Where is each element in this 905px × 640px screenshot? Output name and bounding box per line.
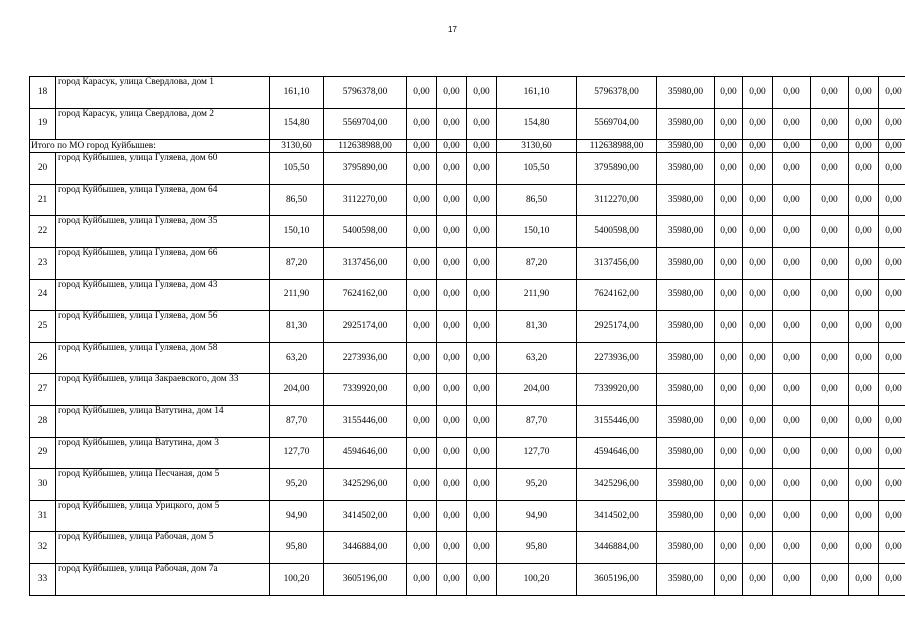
value-cell: 5796378,00	[577, 77, 657, 109]
value-cell: 0,00	[407, 140, 437, 153]
value-cell: 0,00	[437, 500, 467, 532]
value-cell: 204,00	[270, 374, 324, 406]
value-cell: 0,00	[879, 532, 905, 564]
value-cell: 0,00	[879, 279, 905, 311]
value-cell: 3414502,00	[324, 500, 407, 532]
value-cell: 95,20	[270, 469, 324, 501]
value-cell: 94,90	[270, 500, 324, 532]
value-cell: 211,90	[497, 279, 577, 311]
value-cell: 0,00	[879, 374, 905, 406]
value-cell: 0,00	[879, 469, 905, 501]
value-cell: 0,00	[743, 532, 773, 564]
value-cell: 0,00	[773, 500, 811, 532]
value-cell: 0,00	[811, 374, 849, 406]
value-cell: 95,80	[497, 532, 577, 564]
value-cell: 0,00	[715, 108, 743, 140]
value-cell: 0,00	[437, 216, 467, 248]
value-cell: 0,00	[849, 279, 879, 311]
value-cell: 0,00	[407, 247, 437, 279]
address-cell: город Куйбышев, улица Гуляева, дом 66	[56, 247, 270, 279]
value-cell: 4594646,00	[324, 437, 407, 469]
value-cell: 3425296,00	[577, 469, 657, 501]
table-row	[30, 469, 905, 501]
value-cell: 0,00	[879, 153, 905, 185]
value-cell: 0,00	[467, 405, 497, 437]
value-cell: 127,70	[497, 437, 577, 469]
value-cell: 35980,00	[657, 279, 715, 311]
value-cell: 0,00	[879, 216, 905, 248]
value-cell: 0,00	[849, 247, 879, 279]
value-cell: 0,00	[715, 247, 743, 279]
value-cell: 0,00	[879, 140, 905, 153]
row-number: 27	[30, 374, 56, 406]
value-cell: 112638988,00	[577, 140, 657, 153]
row-number: 24	[30, 279, 56, 311]
value-cell: 0,00	[467, 374, 497, 406]
page-number: 17	[448, 25, 457, 34]
value-cell: 105,50	[497, 153, 577, 185]
value-cell: 35980,00	[657, 532, 715, 564]
value-cell: 63,20	[497, 342, 577, 374]
address-cell: город Куйбышев, улица Рабочая, дом 7а	[56, 563, 270, 595]
value-cell: 35980,00	[657, 374, 715, 406]
value-cell: 3137456,00	[324, 247, 407, 279]
value-cell: 2925174,00	[324, 311, 407, 343]
value-cell: 0,00	[811, 469, 849, 501]
value-cell: 94,90	[497, 500, 577, 532]
table-row	[30, 153, 905, 185]
value-cell: 0,00	[407, 500, 437, 532]
value-cell: 0,00	[437, 247, 467, 279]
value-cell: 2925174,00	[577, 311, 657, 343]
value-cell: 0,00	[467, 108, 497, 140]
value-cell: 0,00	[437, 374, 467, 406]
address-cell: город Куйбышев, улица Гуляева, дом 64	[56, 184, 270, 216]
value-cell: 0,00	[879, 563, 905, 595]
value-cell: 35980,00	[657, 342, 715, 374]
value-cell: 0,00	[849, 184, 879, 216]
value-cell: 0,00	[879, 311, 905, 343]
value-cell: 0,00	[467, 279, 497, 311]
value-cell: 150,10	[270, 216, 324, 248]
value-cell: 0,00	[407, 77, 437, 109]
value-cell: 2273936,00	[324, 342, 407, 374]
value-cell: 100,20	[270, 563, 324, 595]
value-cell: 0,00	[849, 374, 879, 406]
value-cell: 0,00	[743, 437, 773, 469]
value-cell: 7339920,00	[577, 374, 657, 406]
table-row	[30, 405, 905, 437]
value-cell: 0,00	[467, 500, 497, 532]
value-cell: 0,00	[715, 563, 743, 595]
value-cell: 0,00	[743, 216, 773, 248]
value-cell: 0,00	[811, 437, 849, 469]
value-cell: 3155446,00	[577, 405, 657, 437]
value-cell: 0,00	[773, 405, 811, 437]
value-cell: 35980,00	[657, 405, 715, 437]
value-cell: 0,00	[407, 563, 437, 595]
value-cell: 204,00	[497, 374, 577, 406]
address-cell: город Куйбышев, улица Гуляева, дом 43	[56, 279, 270, 311]
value-cell: 0,00	[743, 563, 773, 595]
value-cell: 0,00	[849, 342, 879, 374]
value-cell: 63,20	[270, 342, 324, 374]
value-cell: 0,00	[437, 108, 467, 140]
address-cell: город Куйбышев, улица Гуляева, дом 56	[56, 311, 270, 343]
value-cell: 127,70	[270, 437, 324, 469]
value-cell: 0,00	[879, 437, 905, 469]
value-cell: 35980,00	[657, 500, 715, 532]
value-cell: 0,00	[849, 405, 879, 437]
value-cell: 0,00	[437, 184, 467, 216]
row-number: 19	[30, 108, 56, 140]
address-cell: город Карасук, улица Свердлова, дом 2	[56, 108, 270, 140]
value-cell: 0,00	[849, 216, 879, 248]
value-cell: 0,00	[811, 108, 849, 140]
row-number: 28	[30, 405, 56, 437]
value-cell: 0,00	[743, 184, 773, 216]
address-cell: город Куйбышев, улица Песчаная, дом 5	[56, 469, 270, 501]
value-cell: 3130,60	[497, 140, 577, 153]
row-number: 31	[30, 500, 56, 532]
value-cell: 5796378,00	[324, 77, 407, 109]
value-cell: 112638988,00	[324, 140, 407, 153]
value-cell: 81,30	[270, 311, 324, 343]
value-cell: 105,50	[270, 153, 324, 185]
value-cell: 0,00	[773, 279, 811, 311]
value-cell: 0,00	[849, 500, 879, 532]
table-row	[30, 279, 905, 311]
value-cell: 0,00	[437, 437, 467, 469]
value-cell: 0,00	[743, 247, 773, 279]
value-cell: 81,30	[497, 311, 577, 343]
value-cell: 0,00	[811, 77, 849, 109]
value-cell: 0,00	[467, 247, 497, 279]
row-number: 23	[30, 247, 56, 279]
value-cell: 0,00	[715, 532, 743, 564]
value-cell: 3425296,00	[324, 469, 407, 501]
address-cell: город Куйбышев, улица Гуляева, дом 35	[56, 216, 270, 248]
table-row	[30, 563, 905, 595]
value-cell: 0,00	[407, 342, 437, 374]
value-cell: 0,00	[879, 108, 905, 140]
table-row	[30, 342, 905, 374]
value-cell: 0,00	[467, 469, 497, 501]
value-cell: 0,00	[743, 77, 773, 109]
value-cell: 0,00	[437, 563, 467, 595]
value-cell: 0,00	[407, 437, 437, 469]
value-cell: 35980,00	[657, 563, 715, 595]
value-cell: 3130,60	[270, 140, 324, 153]
value-cell: 0,00	[773, 108, 811, 140]
value-cell: 0,00	[849, 108, 879, 140]
value-cell: 3446884,00	[324, 532, 407, 564]
value-cell: 0,00	[849, 77, 879, 109]
value-cell: 0,00	[849, 153, 879, 185]
row-number: 21	[30, 184, 56, 216]
value-cell: 3795890,00	[577, 153, 657, 185]
value-cell: 0,00	[773, 469, 811, 501]
address-cell: город Куйбышев, улица Гуляева, дом 60	[56, 153, 270, 185]
row-number: 33	[30, 563, 56, 595]
value-cell: 0,00	[849, 437, 879, 469]
value-cell: 0,00	[715, 184, 743, 216]
value-cell: 0,00	[743, 405, 773, 437]
table-row	[30, 311, 905, 343]
value-cell: 0,00	[467, 140, 497, 153]
row-number: 20	[30, 153, 56, 185]
value-cell: 161,10	[270, 77, 324, 109]
value-cell: 0,00	[811, 153, 849, 185]
value-cell: 5400598,00	[324, 216, 407, 248]
value-cell: 3605196,00	[577, 563, 657, 595]
value-cell: 3605196,00	[324, 563, 407, 595]
address-cell: город Куйбышев, улица Гуляева, дом 58	[56, 342, 270, 374]
value-cell: 0,00	[437, 405, 467, 437]
housing-data-table	[29, 76, 905, 596]
value-cell: 0,00	[743, 153, 773, 185]
table-row	[30, 437, 905, 469]
value-cell: 0,00	[811, 184, 849, 216]
address-cell: город Куйбышев, улица Ватутина, дом 3	[56, 437, 270, 469]
value-cell: 0,00	[437, 279, 467, 311]
table-row	[30, 77, 905, 109]
value-cell: 0,00	[773, 216, 811, 248]
value-cell: 0,00	[715, 153, 743, 185]
table-row	[30, 216, 905, 248]
value-cell: 0,00	[849, 532, 879, 564]
table-row	[30, 374, 905, 406]
table-row	[30, 247, 905, 279]
value-cell: 0,00	[773, 342, 811, 374]
value-cell: 0,00	[437, 77, 467, 109]
value-cell: 0,00	[743, 469, 773, 501]
value-cell: 3112270,00	[324, 184, 407, 216]
address-cell: город Куйбышев, улица Ватутина, дом 14	[56, 405, 270, 437]
value-cell: 0,00	[773, 247, 811, 279]
value-cell: 0,00	[715, 374, 743, 406]
row-number: 30	[30, 469, 56, 501]
address-cell: город Карасук, улица Свердлова, дом 1	[56, 77, 270, 109]
table-total-row	[30, 140, 905, 153]
value-cell: 154,80	[270, 108, 324, 140]
value-cell: 0,00	[743, 279, 773, 311]
value-cell: 3137456,00	[577, 247, 657, 279]
value-cell: 0,00	[715, 469, 743, 501]
value-cell: 87,70	[270, 405, 324, 437]
value-cell: 0,00	[467, 532, 497, 564]
value-cell: 0,00	[407, 108, 437, 140]
value-cell: 87,20	[497, 247, 577, 279]
value-cell: 7624162,00	[324, 279, 407, 311]
value-cell: 5569704,00	[324, 108, 407, 140]
row-number: 26	[30, 342, 56, 374]
value-cell: 0,00	[437, 532, 467, 564]
value-cell: 0,00	[849, 140, 879, 153]
row-number: 32	[30, 532, 56, 564]
value-cell: 0,00	[467, 437, 497, 469]
value-cell: 0,00	[879, 184, 905, 216]
value-cell: 0,00	[811, 342, 849, 374]
value-cell: 5569704,00	[577, 108, 657, 140]
row-number: 25	[30, 311, 56, 343]
value-cell: 0,00	[467, 563, 497, 595]
value-cell: 0,00	[879, 342, 905, 374]
value-cell: 0,00	[437, 311, 467, 343]
value-cell: 0,00	[437, 342, 467, 374]
value-cell: 0,00	[743, 500, 773, 532]
value-cell: 0,00	[715, 342, 743, 374]
value-cell: 0,00	[773, 532, 811, 564]
value-cell: 0,00	[879, 77, 905, 109]
address-cell: город Куйбышев, улица Закраевского, дом 33	[56, 374, 270, 406]
value-cell: 0,00	[811, 247, 849, 279]
value-cell: 0,00	[715, 216, 743, 248]
value-cell: 0,00	[407, 469, 437, 501]
value-cell: 0,00	[407, 311, 437, 343]
value-cell: 0,00	[437, 140, 467, 153]
value-cell: 0,00	[407, 532, 437, 564]
value-cell: 0,00	[715, 405, 743, 437]
value-cell: 0,00	[849, 311, 879, 343]
value-cell: 0,00	[437, 469, 467, 501]
value-cell: 35980,00	[657, 469, 715, 501]
value-cell: 0,00	[811, 311, 849, 343]
value-cell: 0,00	[407, 184, 437, 216]
value-cell: 0,00	[879, 247, 905, 279]
value-cell: 86,50	[497, 184, 577, 216]
value-cell: 0,00	[773, 140, 811, 153]
value-cell: 95,80	[270, 532, 324, 564]
value-cell: 3112270,00	[577, 184, 657, 216]
value-cell: 0,00	[743, 311, 773, 343]
value-cell: 3155446,00	[324, 405, 407, 437]
address-cell: город Куйбышев, улица Рабочая, дом 5	[56, 532, 270, 564]
value-cell: 35980,00	[657, 311, 715, 343]
value-cell: 0,00	[773, 374, 811, 406]
value-cell: 5400598,00	[577, 216, 657, 248]
value-cell: 161,10	[497, 77, 577, 109]
value-cell: 35980,00	[657, 184, 715, 216]
value-cell: 0,00	[407, 216, 437, 248]
value-cell: 0,00	[773, 184, 811, 216]
row-number: 18	[30, 77, 56, 109]
value-cell: 0,00	[879, 405, 905, 437]
value-cell: 95,20	[497, 469, 577, 501]
total-label: Итого по МО город Куйбышев:	[30, 140, 270, 153]
value-cell: 0,00	[467, 77, 497, 109]
value-cell: 0,00	[811, 405, 849, 437]
value-cell: 0,00	[811, 279, 849, 311]
value-cell: 0,00	[811, 140, 849, 153]
value-cell: 0,00	[407, 153, 437, 185]
value-cell: 0,00	[811, 500, 849, 532]
value-cell: 0,00	[773, 563, 811, 595]
table-row	[30, 532, 905, 564]
value-cell: 35980,00	[657, 108, 715, 140]
value-cell: 0,00	[879, 500, 905, 532]
value-cell: 150,10	[497, 216, 577, 248]
value-cell: 0,00	[715, 140, 743, 153]
value-cell: 0,00	[715, 500, 743, 532]
value-cell: 2273936,00	[577, 342, 657, 374]
value-cell: 7339920,00	[324, 374, 407, 406]
value-cell: 0,00	[437, 153, 467, 185]
value-cell: 35980,00	[657, 247, 715, 279]
value-cell: 3795890,00	[324, 153, 407, 185]
value-cell: 0,00	[715, 77, 743, 109]
value-cell: 0,00	[467, 153, 497, 185]
value-cell: 35980,00	[657, 437, 715, 469]
value-cell: 3446884,00	[577, 532, 657, 564]
value-cell: 0,00	[849, 563, 879, 595]
table-row	[30, 108, 905, 140]
value-cell: 4594646,00	[577, 437, 657, 469]
value-cell: 0,00	[467, 184, 497, 216]
value-cell: 100,20	[497, 563, 577, 595]
value-cell: 0,00	[743, 342, 773, 374]
value-cell: 211,90	[270, 279, 324, 311]
value-cell: 0,00	[467, 311, 497, 343]
value-cell: 0,00	[467, 216, 497, 248]
value-cell: 0,00	[407, 279, 437, 311]
value-cell: 0,00	[773, 77, 811, 109]
value-cell: 35980,00	[657, 153, 715, 185]
value-cell: 0,00	[407, 374, 437, 406]
value-cell: 0,00	[773, 437, 811, 469]
value-cell: 35980,00	[657, 216, 715, 248]
value-cell: 7624162,00	[577, 279, 657, 311]
value-cell: 0,00	[849, 469, 879, 501]
value-cell: 35980,00	[657, 140, 715, 153]
address-cell: город Куйбышев, улица Урицкого, дом 5	[56, 500, 270, 532]
value-cell: 0,00	[773, 153, 811, 185]
value-cell: 0,00	[715, 279, 743, 311]
value-cell: 0,00	[715, 311, 743, 343]
table-row	[30, 500, 905, 532]
value-cell: 87,20	[270, 247, 324, 279]
value-cell: 87,70	[497, 405, 577, 437]
value-cell: 0,00	[811, 532, 849, 564]
value-cell: 154,80	[497, 108, 577, 140]
value-cell: 0,00	[743, 374, 773, 406]
value-cell: 0,00	[811, 563, 849, 595]
table-row	[30, 184, 905, 216]
value-cell: 86,50	[270, 184, 324, 216]
value-cell: 0,00	[773, 311, 811, 343]
value-cell: 0,00	[811, 216, 849, 248]
value-cell: 0,00	[715, 437, 743, 469]
value-cell: 0,00	[743, 140, 773, 153]
value-cell: 35980,00	[657, 77, 715, 109]
value-cell: 0,00	[743, 108, 773, 140]
table-body	[30, 77, 905, 596]
value-cell: 0,00	[407, 405, 437, 437]
value-cell: 0,00	[467, 342, 497, 374]
row-number: 22	[30, 216, 56, 248]
row-number: 29	[30, 437, 56, 469]
value-cell: 3414502,00	[577, 500, 657, 532]
